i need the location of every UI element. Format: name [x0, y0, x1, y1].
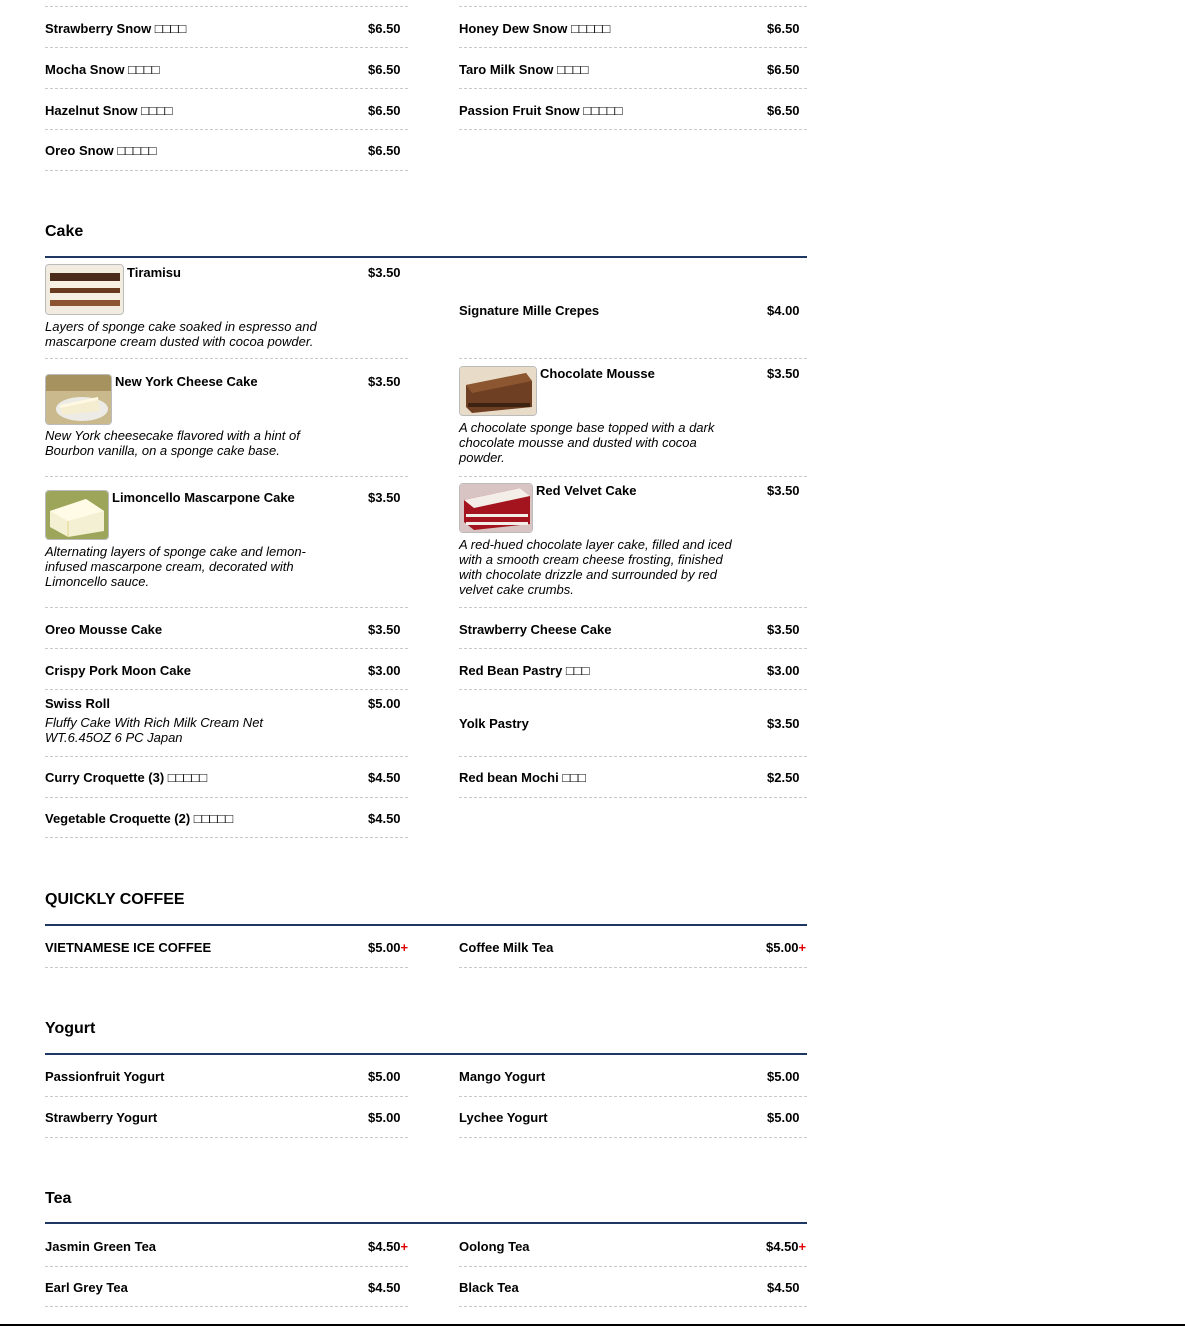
section-rule: [45, 924, 807, 926]
chocolate-mousse-image[interactable]: [459, 366, 537, 416]
menu-item-description: New York cheesecake flavored with a hint of Bourbon vanilla, on a sponge cake base.: [45, 428, 300, 458]
price-value: $5.00: [368, 940, 401, 955]
menu-item-price: $4.50: [368, 1280, 401, 1295]
menu-item-price: [368, 1239, 408, 1254]
red-velvet-cake-image-graphic: [460, 484, 532, 532]
menu-item-name[interactable]: Red Bean Pastry □□□: [459, 663, 590, 678]
menu-item-price: $5.00: [368, 696, 401, 711]
menu-item-name[interactable]: Oolong Tea: [459, 1239, 530, 1254]
menu-item-price: $3.50: [767, 716, 800, 731]
menu-item-price: [766, 1239, 806, 1254]
ny-cheesecake-image-graphic: [46, 375, 111, 424]
menu-item-price: $3.50: [767, 622, 800, 637]
menu-item-name[interactable]: Crispy Pork Moon Cake: [45, 663, 191, 678]
menu-item-description: Layers of sponge cake soaked in espresso and mascarpone cream dusted with cocoa powder.: [45, 319, 317, 349]
tiramisu-image-graphic: [46, 265, 123, 314]
menu-item-price: $3.00: [368, 663, 401, 678]
menu-item-name[interactable]: Oreo Mousse Cake: [45, 622, 163, 637]
menu-item-price: $3.50: [368, 622, 401, 637]
menu-item-name[interactable]: VIETNAMESE ICE COFFEE: [45, 940, 212, 955]
red-velvet-cake-image[interactable]: [459, 483, 533, 533]
menu-item-price: $6.50: [767, 21, 800, 36]
menu-item-name[interactable]: Red bean Mochi □□□: [459, 770, 586, 785]
menu-item-description: A chocolate sponge base topped with a dark chocolate mousse and dusted with cocoa powder.: [459, 420, 715, 465]
menu-item-name[interactable]: Passionfruit Yogurt: [45, 1069, 165, 1084]
menu-item-price: $2.50: [767, 770, 800, 785]
menu-item-name[interactable]: Passion Fruit Snow □□□□□: [459, 103, 623, 118]
divider: [459, 476, 807, 477]
limoncello-cake-image-graphic: [46, 491, 108, 539]
divider: [45, 648, 408, 649]
section-title-coffee: QUICKLY COFFEE: [45, 891, 185, 908]
menu-item-name[interactable]: Strawberry Snow □□□□: [45, 21, 187, 36]
menu-item-price: $4.50: [767, 1280, 800, 1295]
divider: [45, 1266, 408, 1267]
section-title-cake: Cake: [45, 223, 84, 240]
section-title-yogurt: Yogurt: [45, 1020, 96, 1037]
menu-item-price: $5.00: [368, 1069, 401, 1084]
divider: [459, 967, 807, 968]
divider: [459, 88, 807, 89]
menu-item-price: $4.50: [368, 811, 401, 826]
menu-item-name[interactable]: Lychee Yogurt: [459, 1110, 548, 1125]
section-rule: [45, 256, 807, 258]
price-value: $5.00: [766, 940, 799, 955]
menu-item-price: $6.50: [368, 21, 401, 36]
divider: [45, 797, 408, 798]
divider: [459, 756, 807, 757]
divider: [45, 170, 408, 171]
divider: [45, 129, 408, 130]
divider: [459, 689, 807, 690]
section-title-tea: Tea: [45, 1190, 72, 1207]
menu-item-name[interactable]: Mango Yogurt: [459, 1069, 546, 1084]
add-option-plus[interactable]: +: [400, 940, 409, 955]
menu-item-name[interactable]: Earl Grey Tea: [45, 1280, 128, 1295]
divider: [459, 1096, 807, 1097]
divider: [459, 797, 807, 798]
divider: [459, 648, 807, 649]
divider: [459, 358, 807, 359]
menu-item-price: $6.50: [767, 103, 800, 118]
menu-item-price: $3.00: [767, 663, 800, 678]
menu-item-name[interactable]: Vegetable Croquette (2) □□□□□: [45, 811, 234, 826]
menu-item-price: $3.50: [767, 366, 800, 381]
menu-item-description: Alternating layers of sponge cake and lemon-infused mascarpone cream, decorated with Limoncello sauce.: [45, 544, 306, 589]
menu-item-name[interactable]: Jasmin Green Tea: [45, 1239, 157, 1254]
divider: [45, 607, 408, 608]
menu-item-name[interactable]: Honey Dew Snow □□□□□: [459, 21, 611, 36]
menu-item-name[interactable]: Taro Milk Snow □□□□: [459, 62, 589, 77]
add-option-plus[interactable]: +: [798, 940, 807, 955]
menu-item-description: A red-hued chocolate layer cake, filled and iced with a smooth cream cheese frosting, finished with chocolate drizzle and surrounded by red velvet cake crumbs.: [459, 537, 732, 597]
menu-item-price: $3.50: [368, 490, 401, 505]
menu-item-name[interactable]: Coffee Milk Tea: [459, 940, 554, 955]
menu-item-description: Fluffy Cake With Rich Milk Cream Net WT.6.45OZ 6 PC Japan: [45, 715, 264, 745]
menu-item-price: $4.50: [368, 770, 401, 785]
divider: [45, 88, 408, 89]
divider: [459, 6, 807, 7]
divider: [45, 358, 408, 359]
menu-item-price: $5.00: [767, 1110, 800, 1125]
menu-item-name[interactable]: Yolk Pastry: [459, 716, 529, 731]
divider: [459, 1266, 807, 1267]
divider: [45, 1096, 408, 1097]
divider: [459, 1137, 807, 1138]
menu-item-name[interactable]: New York Cheese Cake: [115, 374, 258, 389]
menu-item-name[interactable]: Strawberry Cheese Cake: [459, 622, 612, 637]
section-rule: [45, 1222, 807, 1224]
divider: [45, 47, 408, 48]
menu-item-price: $3.50: [368, 374, 401, 389]
divider: [459, 129, 807, 130]
divider: [459, 607, 807, 608]
menu-item-price: $4.00: [767, 303, 800, 318]
chocolate-mousse-image-graphic: [460, 367, 536, 415]
menu-item-price: $3.50: [767, 483, 800, 498]
tiramisu-image[interactable]: [45, 264, 124, 315]
divider: [45, 967, 408, 968]
ny-cheesecake-image[interactable]: [45, 374, 112, 425]
add-option-plus[interactable]: +: [400, 1239, 409, 1254]
menu-item-price: $6.50: [368, 103, 401, 118]
divider: [45, 756, 408, 757]
divider: [45, 837, 408, 838]
divider: [45, 1306, 408, 1307]
menu-item-name[interactable]: Chocolate Mousse: [540, 366, 655, 381]
divider: [45, 689, 408, 690]
menu-item-price: $6.50: [368, 62, 401, 77]
menu-item-price: $6.50: [368, 143, 401, 158]
limoncello-cake-image[interactable]: [45, 490, 109, 540]
section-rule: [45, 1053, 807, 1055]
menu-item-price: $5.00: [767, 1069, 800, 1084]
divider: [45, 476, 408, 477]
add-option-plus[interactable]: +: [798, 1239, 807, 1254]
menu-item-price: $6.50: [767, 62, 800, 77]
divider: [459, 1306, 807, 1307]
divider: [45, 6, 408, 7]
menu-item-name[interactable]: Tiramisu: [127, 265, 181, 280]
menu-item-price: [368, 940, 408, 955]
price-value: $4.50: [766, 1239, 799, 1254]
menu-item-name[interactable]: Swiss Roll: [45, 696, 111, 711]
menu-item-price: [766, 940, 806, 955]
menu-item-name[interactable]: Oreo Snow □□□□□: [45, 143, 157, 158]
menu-item-name[interactable]: Black Tea: [459, 1280, 519, 1295]
menu-item-name[interactable]: Strawberry Yogurt: [45, 1110, 158, 1125]
divider: [459, 47, 807, 48]
menu-item-name[interactable]: Hazelnut Snow □□□□: [45, 103, 173, 118]
menu-item-name[interactable]: Curry Croquette (3) □□□□□: [45, 770, 208, 785]
menu-item-price: $5.00: [368, 1110, 401, 1125]
menu-item-name[interactable]: Signature Mille Crepes: [459, 303, 600, 318]
menu-item-name[interactable]: Limoncello Mascarpone Cake: [112, 490, 295, 505]
menu-item-price: $3.50: [368, 265, 401, 280]
price-value: $4.50: [368, 1239, 401, 1254]
menu-item-name[interactable]: Mocha Snow □□□□: [45, 62, 160, 77]
menu-item-name[interactable]: Red Velvet Cake: [536, 483, 637, 498]
divider: [45, 1137, 408, 1138]
